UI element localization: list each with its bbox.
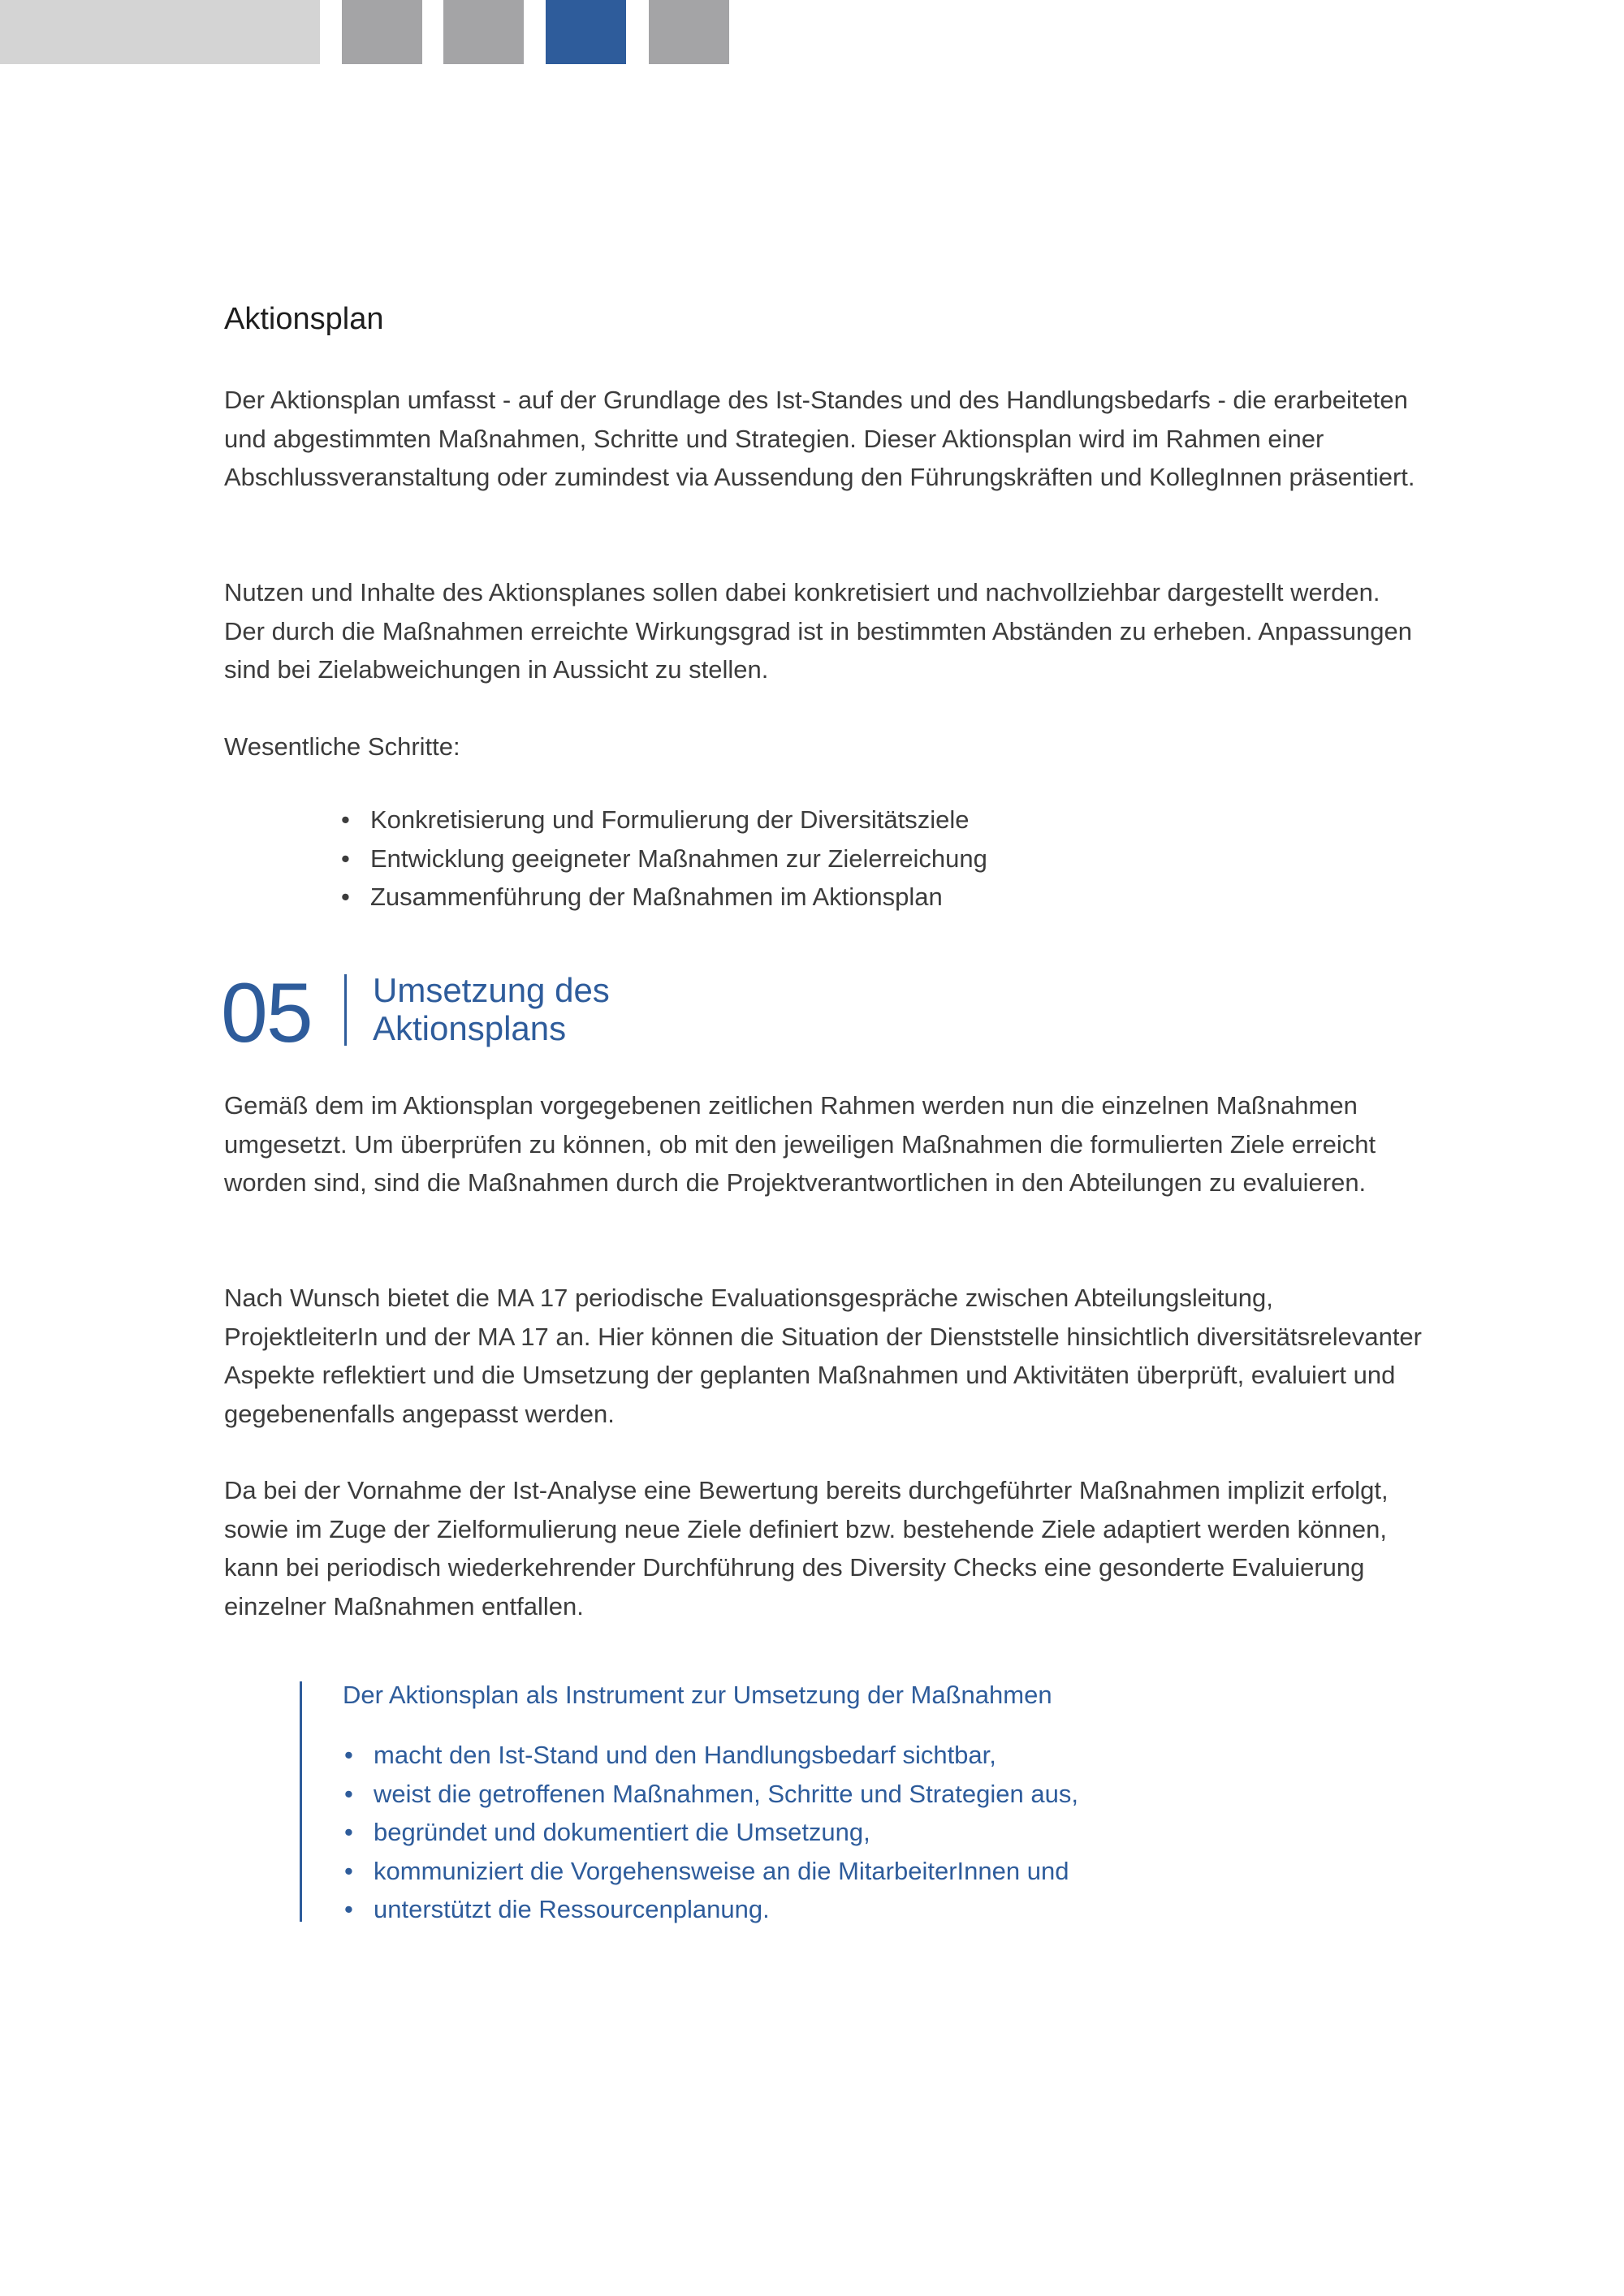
list-item <box>339 1813 1078 1852</box>
bullet-icon: • <box>341 883 350 911</box>
bullet-icon: • <box>344 1895 353 1923</box>
bullet-icon: • <box>344 1856 353 1885</box>
header-bar-segment-5 <box>649 0 729 64</box>
bullet-icon: • <box>341 805 350 834</box>
chapter-paragraph-1: Gemäß dem im Aktionsplan vorgegebenen zeitlichen Rahmen werden nun die einzelnen Maßnahmen umgesetzt. Um überprüfen zu können, ob mit den jeweiligen Maßnahmen die formulierten Ziele erreicht worden sind, sind die Maßnahmen durch die Projektverantwortlichen in den Abteilungen zu evaluieren. <box>224 1091 1376 1197</box>
header-bar-segment-2 <box>342 0 422 64</box>
bullet-icon: • <box>344 1818 353 1846</box>
list-item <box>336 878 987 917</box>
list-item <box>339 1736 1078 1775</box>
list-item-text: Zusammenführung der Maßnahmen im Aktionsplan <box>370 883 943 911</box>
list-item-text: macht den Ist-Stand und den Handlungsbedarf sichtbar, <box>374 1741 996 1769</box>
callout-title: Der Aktionsplan als Instrument zur Umsetzung der Maßnahmen <box>343 1681 1052 1709</box>
bullet-icon: • <box>344 1741 353 1769</box>
callout-list <box>339 1736 1078 1929</box>
aktionsplan-paragraph-2: Nutzen und Inhalte des Aktionsplanes sollen dabei konkretisiert und nachvollziehbar dargestellt werden. Der durch die Maßnahmen erreichte Wirkungsgrad ist in bestimmten Abständen zu erheben. Anpassungen sind bei Zielabweichungen in Aussicht zu stellen. <box>224 578 1412 684</box>
list-item-text: kommuniziert die Vorgehensweise an die MitarbeiterInnen und <box>374 1856 1069 1885</box>
header-bar-segment-accent <box>546 0 626 64</box>
list-item <box>339 1775 1078 1814</box>
chapter-paragraph-3: Da bei der Vornahme der Ist-Analyse eine Bewertung bereits durchgeführter Maßnahmen implizit erfolgt, sowie im Zuge der Zielformulierung neue Ziele definiert bzw. bestehende Ziele adaptiert werden können, kann bei periodisch wiederkehrender Durchführung des Diversity Checks eine gesonderte Evaluierung einzelner Maßnahmen entfallen. <box>224 1476 1389 1621</box>
list-item-text: Entwicklung geeigneter Maßnahmen zur Zielerreichung <box>370 844 987 873</box>
chapter-title-line-2: Aktionsplans <box>373 1009 567 1047</box>
bullet-icon: • <box>344 1779 353 1808</box>
callout-divider <box>300 1681 302 1922</box>
bullet-icon: • <box>341 844 350 873</box>
list-item <box>339 1852 1078 1891</box>
list-item-text: Konkretisierung und Formulierung der Diversitätsziele <box>370 805 970 834</box>
list-item-text: unterstützt die Ressourcenplanung. <box>374 1895 770 1923</box>
chapter-paragraph-2: Nach Wunsch bietet die MA 17 periodische Evaluationsgespräche zwischen Abteilungsleitung, ProjektleiterIn und der MA 17 an. Hier können die Situation der Dienststelle hinsichtlich diversitätsrelevanter Aspekte reflektiert und die Umsetzung der geplanten Maßnahmen und Aktivitäten überprüft, evaluiert und gegebenenfalls angepasst werden. <box>224 1284 1422 1428</box>
list-item <box>336 801 987 839</box>
list-item-text: begründet und dokumentiert die Umsetzung, <box>374 1818 870 1846</box>
header-bar-segment-3 <box>443 0 524 64</box>
aktionsplan-paragraph-1: Der Aktionsplan umfasst - auf der Grundlage des Ist-Standes und des Handlungsbedarfs - die erarbeiteten und abgestimmten Maßnahmen, Schritte und Strategien. Dieser Aktionsplan wird im Rahmen einer Abschlussveranstaltung oder zumindest via Aussendung den Führungskräften und KollegInnen präsentiert. <box>224 386 1415 491</box>
section-heading-aktionsplan: Aktionsplan <box>224 302 384 336</box>
chapter-divider <box>344 974 347 1046</box>
steps-intro: Wesentliche Schritte: <box>224 732 460 761</box>
list-item-text: weist die getroffenen Maßnahmen, Schritte und Strategien aus, <box>374 1779 1078 1808</box>
list-item <box>339 1890 1078 1929</box>
chapter-number: 05 <box>221 966 312 1060</box>
chapter-title <box>373 971 860 1047</box>
header-bar-segment-1 <box>0 0 320 64</box>
list-item <box>336 839 987 878</box>
steps-list <box>336 801 987 917</box>
chapter-title-line-1: Umsetzung des <box>373 971 610 1009</box>
